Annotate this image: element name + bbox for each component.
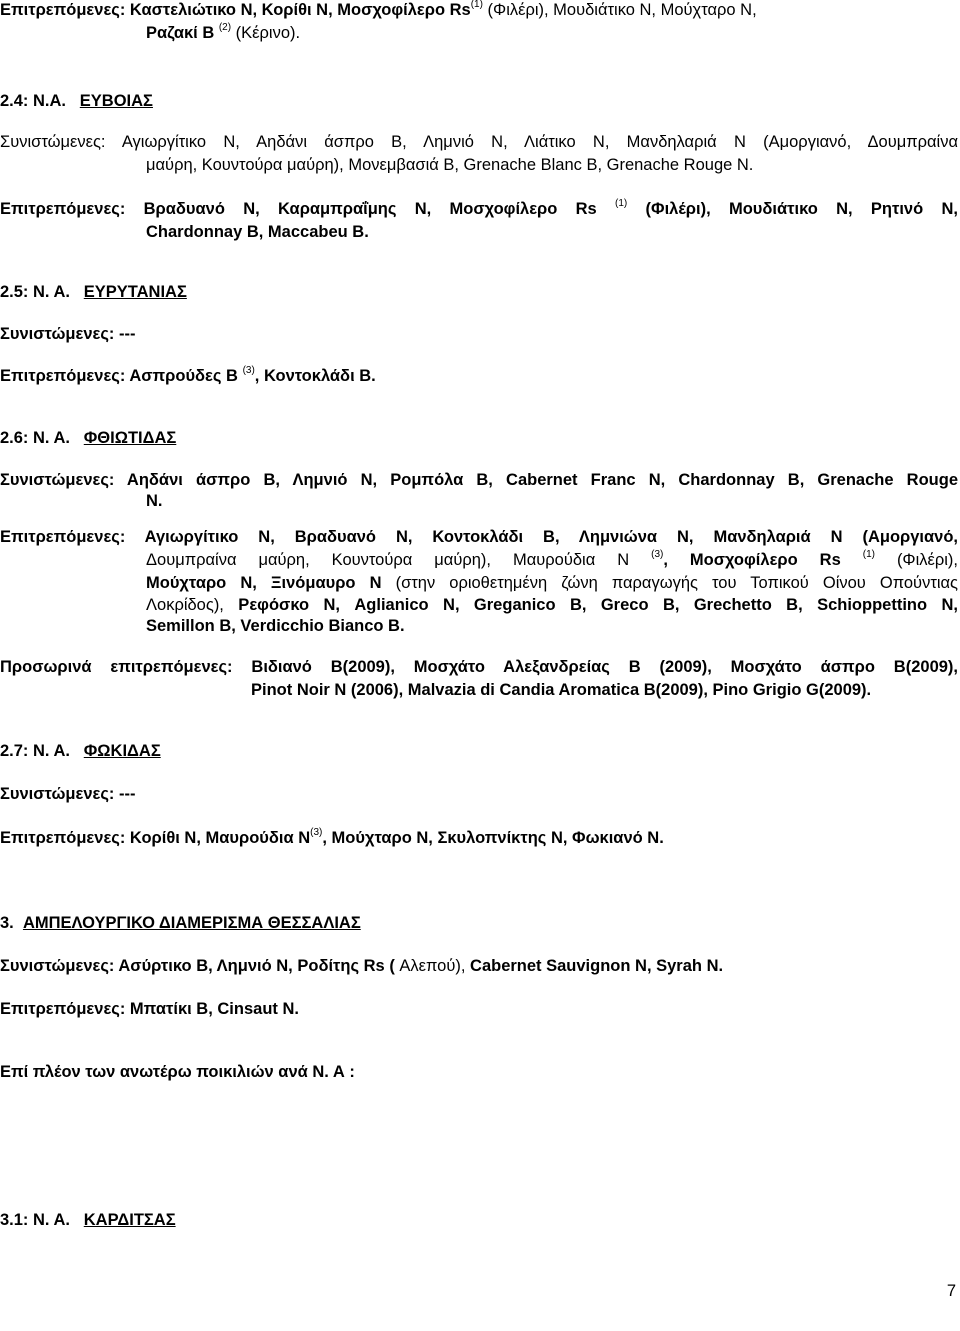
text-line: Ραζακί Β $^{(2)}$ (Κέρινο).	[146, 22, 301, 42]
permitted-line: Λοκρίδος), Ρεφόσκο Ν, Aglianico N, Greganico B, Greco B, Grechetto B, Schioppettino N,	[146, 596, 958, 614]
recommended-line: Συνιστώμενες: Αγιωργίτικο Ν, Αηδάνι άσπρο Β, Λημνιό Ν, Λιάτικο Ν, Μανδηλαριά Ν (Αμοργιανό, Δουμπραίνα	[0, 133, 958, 151]
permitted-line: Επιτρεπόμενες: Αγιωργίτικο Ν, Βραδυανό Ν, Κοντοκλάδι Β, Λημνιώνα Ν, Μανδηλαριά Ν (Αμοργιανό,	[0, 528, 958, 546]
section-heading-3: 3. ΑΜΠΕΛΟΥΡΓΙΚΟ ΔΙΑΜΕΡΙΣΜΑ ΘΕΣΣΑΛΙΑΣ	[0, 914, 361, 932]
provisional-line: Pinot Noir N (2006), Malvazia di Candia Aromatica B(2009), Pino Grigio G(2009).	[251, 681, 872, 699]
permitted-line: Chardonnay B, Maccabeu B.	[146, 223, 369, 241]
recommended-line: N.	[146, 492, 163, 510]
recommended-line: Συνιστώμενες: Ασύρτικο Β, Λημνιό Ν, Ροδίτης Rs ( Αλεπού), Cabernet Sauvignon N, Syrah N.	[0, 957, 724, 975]
text-line: Επιτρεπόμενες: Καστελιώτικο Ν, Κορίθι Ν, Μοσχοφίλερο Rs$^{(1)}$ (Φιλέρι), Μουδιάτικο Ν, Μούχταρο Ν,	[0, 0, 757, 19]
additional-note: Επί πλέον των ανωτέρω ποικιλιών ανά Ν. Α :	[0, 1063, 355, 1081]
page-number: 7	[946, 1282, 956, 1300]
recommended-line: Συνιστώμενες: Αηδάνι άσπρο Β, Λημνιό Ν, Ρομπόλα Β, Cabernet Franc N, Chardonnay B, Grenache Rouge	[0, 471, 958, 489]
section-heading-2-5: 2.5: Ν. Α. ΕΥΡΥΤΑΝΙΑΣ	[0, 283, 187, 301]
recommended-line: μαύρη, Κουντούρα μαύρη), Μονεμβασιά Β, Grenache Blanc B, Grenache Rouge N.	[146, 156, 754, 174]
permitted-line: Μούχταρο Ν, Ξινόμαυρο Ν (στην οριοθετημένη ζώνη παραγωγής του Τοπικού Οίνου Οπούντιας	[146, 574, 959, 592]
permitted-line: Επιτρεπόμενες: Βραδυανό Ν, Καραμπραΐμης Ν, Μοσχοφίλερο Rs $^{(1)}$ (Φιλέρι), Μουδιάτικο Ν, Ρητινό Ν,	[0, 198, 958, 218]
section-heading-3-1: 3.1: Ν. Α. ΚΑΡΔΙΤΣΑΣ	[0, 1211, 176, 1229]
section-heading-2-7: 2.7: Ν. Α. ΦΩΚΙΔΑΣ	[0, 742, 161, 760]
permitted-line: Επιτρεπόμενες: Μπατίκι Β, Cinsaut N.	[0, 1000, 299, 1018]
permitted-line: Επιτρεπόμενες: Ασπρούδες Β $^{(3)}$, Κοντοκλάδι Β.	[0, 365, 376, 385]
permitted-line: Επιτρεπόμενες: Κορίθι Ν, Μαυρούδια $N^{(3)}$, Μούχταρο Ν, Σκυλοπνίκτης Ν, Φωκιανό Ν.	[0, 827, 664, 847]
section-heading-2-4: 2.4: Ν.Α. ΕΥΒΟΙΑΣ	[0, 92, 153, 110]
permitted-line: Semillon B, Verdicchio Bianco B.	[146, 617, 405, 635]
section-heading-2-6: 2.6: Ν. Α. ΦΘΙΩΤΙΔΑΣ	[0, 429, 177, 447]
provisional-line: Προσωρινά επιτρεπόμενες: Βιδιανό Β(2009), Μοσχάτο Αλεξανδρείας Β (2009), Μοσχάτο άσπρο Β(2009),	[0, 658, 958, 676]
recommended-line: Συνιστώμενες: ---	[0, 325, 136, 343]
permitted-line: Δουμπραίνα μαύρη, Κουντούρα μαύρη), Μαυρούδια Ν $^{(3)}$, Μοσχοφίλερο Rs $^{(1)}$ (Φιλέρι),	[146, 549, 959, 569]
recommended-line: Συνιστώμενες: ---	[0, 785, 136, 803]
